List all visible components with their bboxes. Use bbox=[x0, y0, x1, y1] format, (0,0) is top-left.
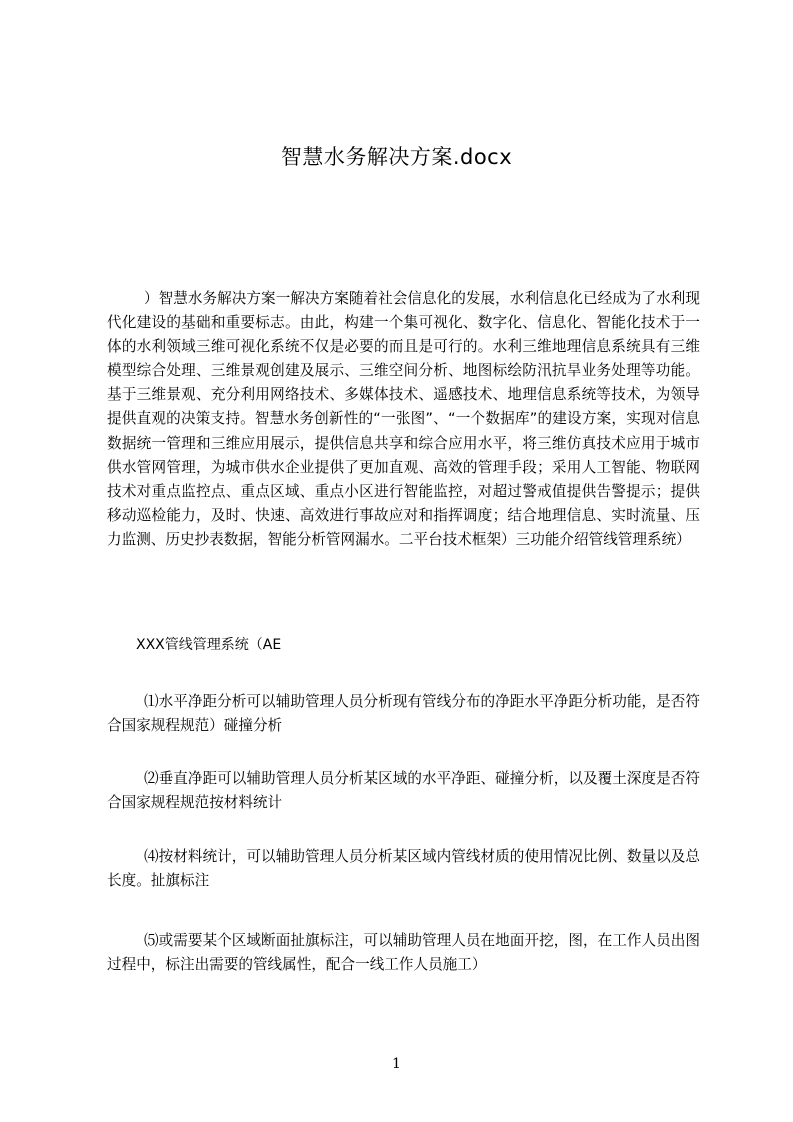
document-title: 智慧水务解决方案.docx bbox=[280, 145, 513, 169]
section-heading-pipeline-system: XXX管线管理系统（AE bbox=[136, 637, 282, 653]
paragraph-item-1: ⑴水平净距分析可以辅助管理人员分析现有管线分布的净距水平净距分析功能，是否符合国家规程规范）碰撞分析 bbox=[107, 693, 700, 735]
paragraph-item-5: ⑸或需要某个区域断面扯旗标注，可以辅助管理人员在地面开挖，图，在工作人员出图过程中，标注出需要的管线属性，配合一线工作人员施工） bbox=[107, 932, 700, 974]
page-number: 1 bbox=[392, 1056, 401, 1072]
paragraph-item-2: ⑵垂直净距可以辅助管理人员分析某区域的水平净距、碰撞分析，以及覆土深度是否符合国家规程规范按材料统计 bbox=[107, 770, 700, 812]
paragraph-intro: ）智慧水务解决方案一解决方案随着社会信息化的发展，水利信息化已经成为了水利现代化建设的基础和重要标志。由此，构建一个集可视化、数字化、信息化、智能化技术于一体的水利领域三维可视化系统不仅是必要的而且是可行的。水利三维地理信息系统具有三维模型综合处理、三维景观创建及展示、三维空间分析、地图标绘防汛抗旱业务处理等功能。基于三维景观、充分利用网络技术、多媒体技术、遥感技术、地理信息系统等技术，为领导提供直观的决策支持。智慧水务创新性的“一张图”、“一个数据库”的建设方案，实现对信息数据统一管理和三维应用展示，提供信息共享和综合应用水平，将三维仿真技术应用于城市供水管网管理，为城市供水企业提供了更加直观、高效的管理手段；采用人工智能、物联网技术对重点监控点、重点区域、重点小区进行智能监控，对超过警戒值提供告警提示；提供移动巡检能力，及时、快速、高效进行事故应对和指挥调度；结合地理信息、实时流量、压力监测、历史抄表数据，智能分析管网漏水。二平台技术框架）三功能介绍管线管理系统） bbox=[107, 290, 700, 548]
paragraph-item-4: ⑷按材料统计，可以辅助管理人员分析某区域内管线材质的使用情况比例、数量以及总长度。扯旗标注 bbox=[107, 848, 700, 890]
